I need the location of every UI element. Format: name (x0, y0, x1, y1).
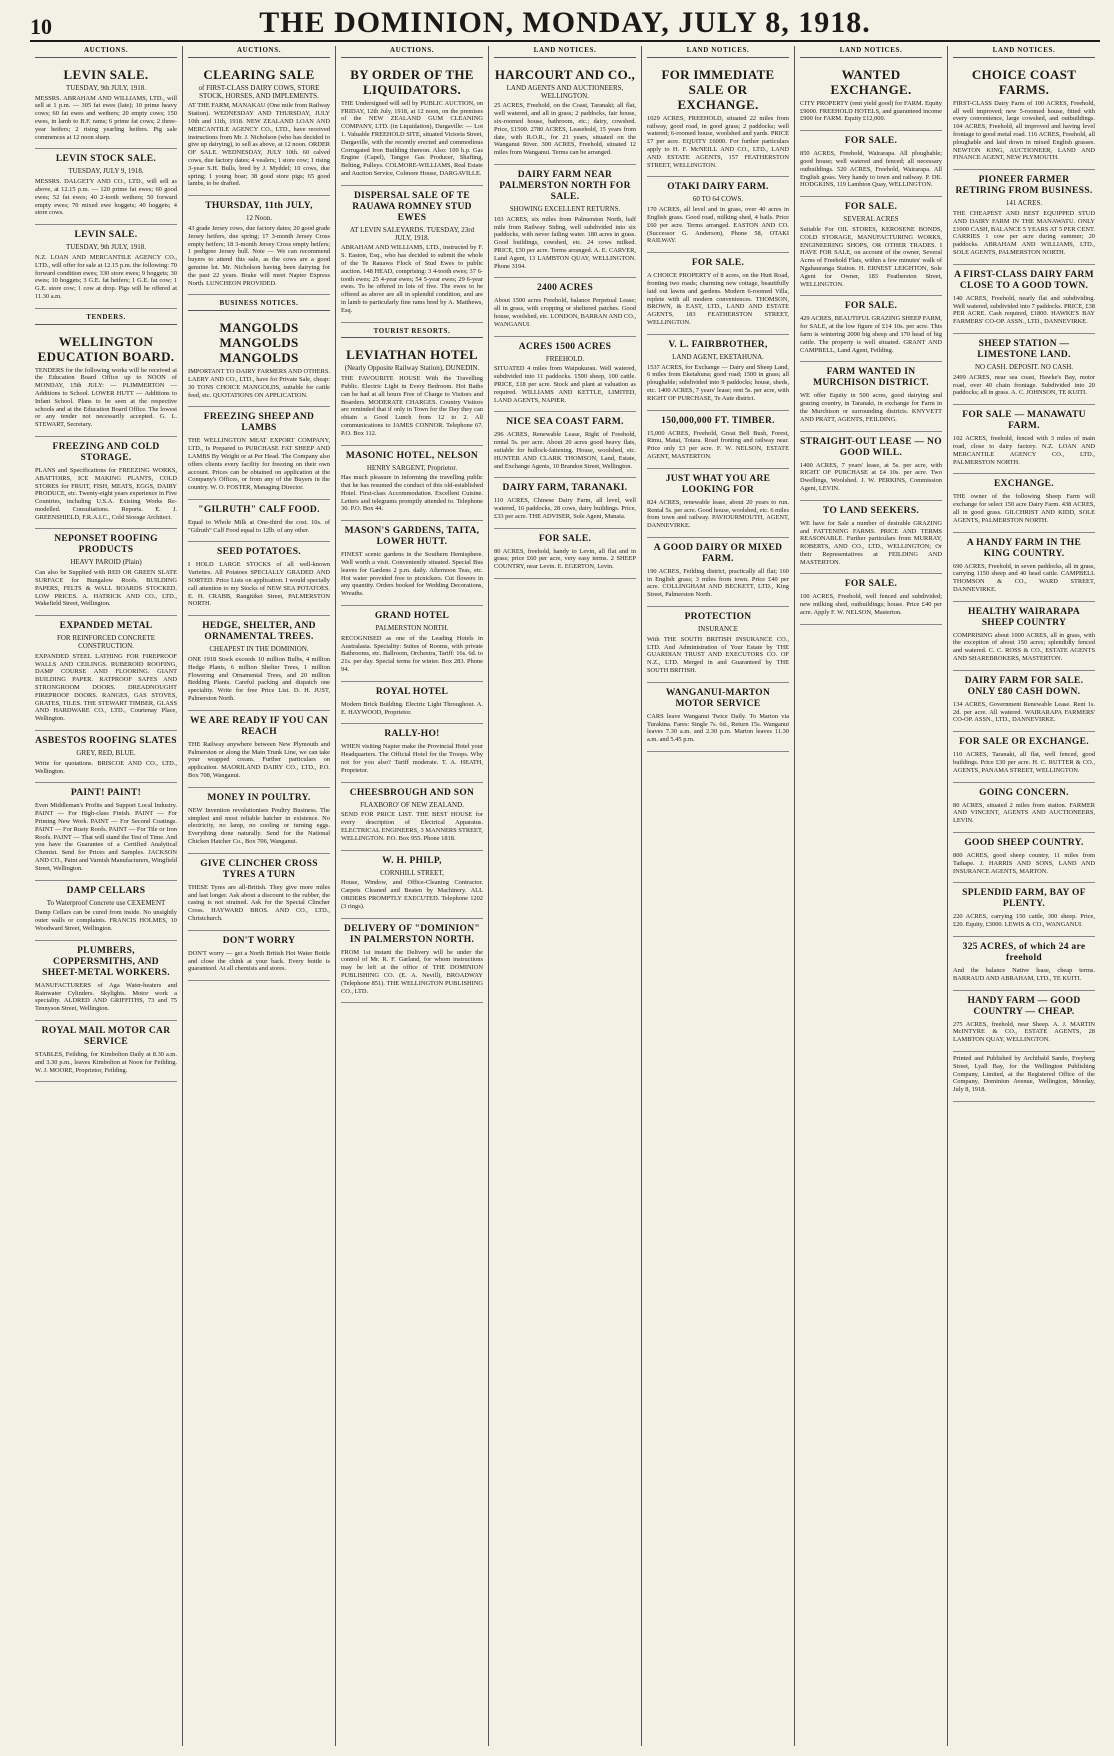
ad-subheading: AT LEVIN SALEYARDS. TUESDAY, 23rd JULY, 1918. (349, 225, 475, 242)
advertisement (35, 881, 177, 941)
ad-body: THE FAVOURITE HOUSE With the Travelling Public. Electric Light in Every Bedroom. Hot Baths can be had at all hours Free of Charge to Visitors and Boarders. MODERATE CHARGES. Country Visitors are reminded that if only in Town for the Day they can obtain a Good Lunch from 12 to 2. All communications to JAMES CONNOR. Telephone 67. P.O. Box 112. (341, 375, 483, 437)
ad-body: CARS leave Wanganui Twice Daily. To Marton via Turakina. Fares: Single 7s. 6d., Return 15s. Wanganui leaves 7.30 a.m. and 2.30 p.m. Marton leaves 11.30 a.m. and 5.45 p.m. (647, 712, 789, 744)
ad-heading: LEVIATHAN HOTEL (346, 347, 478, 363)
advertisement (188, 616, 330, 711)
ad-heading: WANTED EXCHANGE. (830, 66, 912, 97)
ad-body: 134 ACRES, Government Renewable Lease. Rent 1s. 2d. per acre. All watered. WAIRARAPA FARMERS' CO-OP. ASSN., LTD., DANNEVIRKE. (953, 700, 1095, 724)
ad-body: 43 grade Jersey cows, due factory dates; 20 good grade Jersey heifers, due spring; 17 3-month Jersey Cross empty heifers; 18 3-month Jersey Cross empty heifers; 1 pedigree Jersey bull. Note — We can recommend buyers to attend this sale, as the cows are a good genuine lot. Mr. Nicholson having been dairying for the past 22 years. Brake will meet Napier Express North. LUNCHEON PROVIDED. (188, 224, 330, 287)
ad-body: Has much pleasure in informing the travelling public that he has resumed the conduct of this old-established Hotel. First-class Accommodation. Excellent Cuisine. Letters and telegrams promptly attended to. Telephone 30. P.O. Box 44. (341, 474, 483, 513)
ad-subheading: 60 TO 64 COWS. (692, 195, 744, 204)
advertisement (188, 500, 330, 543)
ad-body: Write for quotations. BRISCOE AND CO., LTD., Wellington. (35, 759, 177, 775)
ad-heading: SPLENDID FARM, BAY OF PLENTY. (962, 888, 1086, 910)
ad-body: 296 ACRES, Renewable Lease, Right of Freehold, rental 5s. per acre. About 20 acres good heavy flats, suitable for bullock-fattening. House, woolshed, etc. HUNTER AND CLARK THOMSON, Land, Estate, and Exchange Agents, 10 Brandon Street, Wellington. (494, 431, 636, 470)
ad-heading: RALLY-HO! (384, 729, 440, 740)
ad-heading: SEED POTATOES. (217, 547, 301, 558)
ad-heading: ASBESTOS ROOFING SLATES (35, 736, 177, 747)
ad-body: 690 ACRES, Freehold, in seven paddocks, all in grass, carrying 1150 sheep and 40 head cattle. CAMPBELL THOMSON & CO., WARD STREET, DANNEVIRKE. (953, 562, 1095, 593)
ad-heading: PROTECTION (684, 612, 752, 623)
ad-heading: FOR SALE. (538, 533, 592, 544)
ad-body: THE Railway anywhere between New Plymouth and Palmerston or along the Main Trunk Line, we can take your wrapped cream. Further particulars on application. MAORILAND DAIRY CO., LTD., P.O. Box 708, Wanganui. (188, 740, 330, 780)
ad-subheading: SEVERAL ACRES (843, 215, 899, 224)
advertisement (494, 278, 636, 336)
ad-body: ABRAHAM AND WILLIAMS, LTD., instructed by F. S. Easton, Esq., who has decided to submit the whole of the Te Rauawa Flock of Stud Ewes to public auction. 148 HEAD, comprising: 3 4-tooth ewes; 37 6-tooth ewes; 25 4-year ewes; 54 5-year ewes; 29 6-year ewes. To be offered in lots of five. The ewes to be offered as above are all in splendid condition, and are in lamb to particularly fine rams bred by A. Matthews, Esq. (341, 244, 483, 314)
ad-body: 110 ACRES, Taranaki, all flat, well fenced, good buildings. Price £30 per acre. H. C. RUTTER & CO., AGENTS, PANAMA STREET, WELLINGTON. (953, 751, 1095, 774)
ad-heading: FOR SALE. (844, 202, 898, 213)
advertisement (35, 1021, 177, 1082)
ad-subheading: HEAVY PAROID (Plain) (70, 558, 142, 567)
advertisement (953, 405, 1095, 474)
advertisement (35, 941, 177, 1021)
advertisement (341, 606, 483, 682)
ad-body: Can also be Supplied with RED OR GREEN SLATE SURFACE for Bungalow Roofs. BUILDING PAPERS, FELTS & WALL BOARDS STOCKED. LOW PRICES. A. HATRICK AND CO., LTD., Wakefield Street, Wellington. (35, 569, 177, 608)
advertisement (494, 62, 636, 165)
advertisement (953, 170, 1095, 265)
advertisement (35, 529, 177, 616)
ad-body: EXPANDED STEEL LATHING FOR FIREPROOF WALLS AND CEILINGS. RUBEROID ROOFING, DAMP COURSE AND FLOORING. GIANT BUILDING PAPER. RATPROOF SAFES AND STRONGROOM DOORS. DREADNOUGHT FIREPROOF DOORS. RANGES, GAS STOVES, GRATES, TILES. THE STEWART TIMBER, GLASS AND HARDWARE CO., LTD., Courtenay Place, Wellington. (35, 652, 177, 723)
advertisement (341, 682, 483, 725)
ad-body: WHEN visiting Napier make the Provincial Hotel your Headquarters. The Official Hotel for the Troops. Why not for you also? Tariff moderate. T. A. HEATH, Proprietor. (341, 743, 483, 774)
column-heading: LAND NOTICES. (953, 46, 1095, 58)
ad-heading: MASONIC HOTEL, NELSON (345, 450, 479, 461)
ad-body: 140 ACRES, Freehold, nearly flat and subdividing. Well watered, subdivided into 7 paddocks. PRICE, £38 PER ACRE. Cash required, £1800. HAWKE'S BAY FARMERS' CO-OP. ASSN., LTD., DANNEVIRKE. (953, 294, 1095, 326)
ad-body: CITY PROPERTY (rent yield good) for FARM. Equity £9000. FREEHOLD HOTELS, and guaranteed income £900 for FARM. Equity £12,000. (800, 99, 942, 123)
column-heading: LAND NOTICES. (800, 46, 942, 58)
column-4 (489, 46, 642, 1746)
ad-heading: WANGANUI-MARTON MOTOR SERVICE (665, 687, 771, 709)
ad-heading: MASON'S GARDENS, TAITA, LOWER HUTT. (344, 526, 480, 548)
ad-heading: GOING CONCERN. (979, 787, 1069, 798)
ad-heading: HEALTHY WAIRARAPA SHEEP COUNTRY (968, 606, 1080, 628)
ad-body: STABLES, Feilding, for Kimbolton Daily at 8.30 a.m. and 3.30 p.m., leaves Kimbolton at Noon for Feilding. W. J. MOORE, Proprietor, Feilding. (35, 1050, 177, 1074)
ad-body: House, Window, and Office-Cleaning Contractor. Carpets Cleaned and Beaten by Machinery. ALL ORDERS PROMPTLY EXECUTED. Telephone 1202 (3 rings). (341, 879, 483, 910)
ad-body: THE Undersigned will sell by PUBLIC AUCTION, on FRIDAY, 12th July, 1918, at 12 noon, on the premises of the NEW ZEALAND GUM CLEANING COMPANY, LTD. (in Liquidation), Dargaville: — Lot 1. Valuable FREEHOLD SITE, situated Victoria Street, Dargaville, with the recently erected and commodious Corrugated Iron Building thereon. Also: 100 h.p. Gas Engine (Capel), Tangye Gas Producer, Shafting, Belting, Pulleys. COLMORE-WILLIAMS, Real Estate and Auction Service, Colmore House, DARGAVILLE. (341, 99, 483, 177)
ad-body: MANUFACTURERS of Aga Water-heaters and Rainwater Cylinders. Skylights. Motor work a speciality. ALDRED AND GRIFFITHS, 73 and 75 Tennyson Street, Wellington. (35, 981, 177, 1013)
ad-subheading: LAND AGENT, EKETAHUNA. (672, 352, 764, 361)
column-heading: LAND NOTICES. (494, 46, 636, 58)
ad-heading: ROYAL HOTEL (375, 686, 449, 697)
ad-body: SEND FOR PRICE LIST. THE BEST HOUSE for every description of Electrical Apparatus. ELECTRICAL ENGINEERS, 3 MANNERS STREET, WELLINGTON. P.O. Box 955. Phone 1818. (341, 811, 483, 842)
advertisement (35, 149, 177, 225)
ad-body: 15,000 ACRES, Freehold, Great Bell Bush, Forest, Rimu, Matai, Totara. Road fronting and railway near. Price only £3 per acre. F. W. NELSON, ESTATE AGENT, MASTERTON. (647, 429, 789, 460)
ad-body: 1400 ACRES, 7 years' lease, at 5s. per acre, with RIGHT OF PURCHASE at £4 10s. per acre. Two Dwellings, Woolshed. J. W. PERKINS, Commission Agent, LEVIN. (800, 461, 942, 492)
ad-body: Damp Cellars can be cured from inside. No unsightly outer walls or complaints. FRANCIS HOLMES, 10 Woodward Street, Wellington. (35, 909, 177, 932)
ad-heading: FOR SALE. (691, 258, 745, 269)
advertisement (800, 362, 942, 431)
advertisement (494, 412, 636, 478)
ad-heading: CHOICE COAST FARMS. (971, 66, 1077, 97)
ad-subheading: FLAXBORO' OF NEW ZEALAND. (360, 800, 464, 809)
ad-body: 102 ACRES, freehold, fenced with 3 miles of main road, close to dairy factory. N.Z. LOAN AND MERCANTILE AGENCY CO., LTD., PALMERSTON NORTH. (953, 435, 1095, 466)
ad-subheading: 141 ACRES. (1005, 199, 1043, 208)
ad-heading: DON'T WORRY (222, 935, 296, 946)
advertisement (647, 177, 789, 253)
advertisement (953, 937, 1095, 991)
advertisement (494, 529, 636, 579)
advertisement (647, 62, 789, 178)
advertisement (647, 253, 789, 335)
advertisement (35, 616, 177, 731)
advertisement (35, 731, 177, 783)
advertisement (341, 851, 483, 919)
advertisement (494, 478, 636, 528)
ad-body: MESSRS. ABRAHAM AND WILLIAMS, LTD., will sell at 1 p.m. — 305 fat ewes (late); 10 prime heavy cows; 60 fat ewes and wethers; 20 empty cows; 150 ewes, in lamb to B.F. rams; 6 prime fat cows; 2 three-year heifers; 2 rising yearling heifers. Pig sale commences at 12 noon sharp. (35, 94, 177, 141)
ad-body: FIRST-CLASS Dairy Farm of 100 ACRES, Freehold, all well improved; new 5-roomed house, fitted with every convenience, large cowshed, and outbuildings. 104 ACRES, Freehold, all improved and having level frontage to good metal road. 116 ACRES, Freehold, all ploughable and laid down in mixed English grasses. NEWTON KING, AUCTIONEER, LAND AND FINANCE AGENT, NEW PLYMOUTH. (953, 99, 1095, 162)
section-heading: BUSINESS NOTICES. (188, 299, 330, 311)
ad-body: 1029 ACRES, FREEHOLD, situated 22 miles from railway, good road, in good grass; 2 paddocks; well watered; 6-roomed house, woolshed and yards. PRICE £7 per acre. EQUITY £6000. For further particulars apply to H. F. McNEILL AND CO., LTD., LAND AND ESTATE AGENTS, 157 FEATHERSTON STREET, WELLINGTON. (647, 114, 789, 169)
advertisement (647, 683, 789, 752)
column-1 (30, 46, 183, 1746)
ad-heading: DAIRY FARM FOR SALE. ONLY £80 CASH DOWN. (964, 675, 1084, 697)
advertisement (341, 521, 483, 606)
ad-heading: EXCHANGE. (994, 479, 1054, 490)
advertisement (35, 329, 177, 437)
ad-heading: "GILRUTH" CALF FOOD. (198, 504, 320, 515)
advertisement (35, 62, 177, 150)
ad-body: 429 ACRES, BEAUTIFUL GRAZING SHEEP FARM, for SALE, at the low figure of £14 10s. per acre. This farm is wintering 2000 big sheep and 170 head of big cattle. The property is well situated. GRANT AND CAMPBELL, Land Agent, Feilding. (800, 315, 942, 354)
ad-body: COMPRISING about 1000 ACRES, all in grass, with the exception of about 150 acres; splendidly fenced and watered. C. C. ROSS & CO., ESTATE AGENTS AND SHAREBROKERS, MASTERTON. (953, 631, 1095, 663)
advertisement (188, 196, 330, 295)
ad-subheading: To Waterproof Concrete use CEXEMENT (46, 898, 166, 907)
column-heading: LAND NOTICES. (647, 46, 789, 58)
ad-body: 850 ACRES, Freehold, Wairarapa. All ploughable; good house; well watered and fenced; all necessary outbuildings. 520 ACRES, Freehold, Wairarapa. All English grass. Very handy to town and railway. P. DE. HODGKINS, 119 Lambton Quay, WELLINGTON. (800, 150, 942, 189)
ad-heading: A FIRST-CLASS DAIRY FARM CLOSE TO A GOOD TOWN. (954, 269, 1094, 291)
ad-heading: FARM WANTED IN MURCHISON DISTRICT. (813, 367, 929, 389)
ad-body: NEW Invention revolutionises Poultry Business. The simplest and most reliable hatcher in existence. No electricity, no lamp, no cooling or turning eggs. Everything done naturally. Send for the National Chicken Hatcher Co., Box 706, Wanganui. (188, 806, 330, 846)
ad-heading: GIVE CLINCHER CROSS TYRES A TURN (200, 858, 318, 880)
advertisement (647, 538, 789, 607)
ad-body: 170 ACRES, all level and in grass, over 40 acres in English grass. Good road, milking shed, 4 bails. Price £60 per acre. Terms arranged. EASTON AND CO. (Successor G. Anderson), Phone 58, OTAKI RAILWAY. (647, 206, 789, 245)
advertisement (494, 165, 636, 278)
ad-body: TENDERS for the following works will be received at the Education Board Office up to NOON of MONDAY, 15th JULY: — PLIMMERTON — Additions to School. LOWER HUTT — Additions to Infant School. Plans to be seen at the respective schools and at the Education Board Office. The lowest or any tender not necessarily accepted. G. L. STEWART, Secretary. (35, 366, 177, 429)
advertisement (953, 1052, 1095, 1102)
ad-body: PLANS and Specifications for FREEZING WORKS, ABATTOIRS, ICE MAKING PLANTS, COLD STORES for FRUIT, FISH, MEATS, EGGS, DAIRY PRODUCE, etc. Twenty-eight years experience in Five Countries, including U.S.A. Existing Works Re-modelled. Consultations. Reports. E. J. GREENSHIELD, F.R.A.I.C., Cold Storage Architect. (35, 466, 177, 521)
ad-heading: ACRES 1500 ACRES (518, 341, 612, 352)
ad-heading: LEVIN STOCK SALE. (55, 154, 157, 165)
ad-heading: HARCOURT AND CO., (494, 66, 636, 82)
advertisement (341, 783, 483, 851)
ad-body: 220 ACRES, carrying 150 cattle, 300 sheep. Price, £20. Equity, £3000. LEWIS & CO., WANGANUI. (953, 913, 1095, 929)
ad-heading: CHEESBROUGH AND SON (349, 787, 475, 798)
section-heading: TENDERS. (35, 313, 177, 325)
ad-body: 100 ACRES, Freehold, well fenced and subdivided; new milking shed, outbuildings; house. Price £40 per acre. Apply F. W. NELSON, Masterton. (800, 593, 942, 617)
column-heading: AUCTIONS. (188, 46, 330, 58)
advertisement (188, 788, 330, 854)
ad-body: Equal to Whole Milk at One-third the cost. 10s. of "Gilruth" Calf Food equal to 12lb. of any other. (188, 518, 330, 534)
advertisement (188, 711, 330, 788)
ad-subheading: 12 Noon. (245, 214, 273, 223)
ad-body: 110 ACRES, Chinese Dairy Farm, all level, well watered, 16 paddocks, 28 cows, dairy buildings. Price, £33 per acre. THE ADVISER, Sole Agent, Manaia. (494, 497, 636, 520)
ad-heading: 150,000,000 FT. TIMBER. (661, 415, 775, 426)
ad-body: About 1500 acres Freehold, balance Perpetual Lease; all in grass, with cropping or sheltered patches. Good house, woolshed, etc. LONDON, BARRAN AND CO., WANGANUI. (494, 297, 637, 328)
ad-heading: PLUMBERS, COPPERSMITHS, AND SHEET-METAL WORKERS. (42, 945, 170, 978)
ad-heading: FOR SALE — MANAWATU FARM. (962, 410, 1086, 432)
ad-heading: NEPONSET ROOFING PRODUCTS (54, 534, 158, 556)
advertisement (188, 854, 330, 931)
ad-body: THE owner of the following Sheep Farm will exchange for select 150 acre Dairy Farm. 438 ACRES, all in good grass. GILCHRIST AND KIDD, SOLE AGENTS, PALMERSTON NORTH. (953, 493, 1095, 524)
ad-body: 80 ACRES, freehold, handy to Levin, all flat and in grass; price £60 per acre, very easy terms. 2 SHEEP COUNTRY, near Levin. E. EGERTON, Levin. (494, 547, 636, 571)
ad-subheading: CHEAPEST IN THE DOMINION. (209, 645, 309, 654)
advertisement (341, 919, 483, 1004)
advertisement (341, 342, 483, 445)
advertisement (800, 197, 942, 296)
ad-body: Printed and Published by Archibald Sando, Freyberg Street, Lyall Bay, for the Wellington Publishing Company, Limited, at the Registered Office of the Company, Dominion Avenue, Wellington, Monday, July 8, 1918. (953, 1055, 1095, 1094)
ad-heading: ROYAL MAIL MOTOR CAR SERVICE (41, 1025, 171, 1047)
ad-heading: A GOOD DAIRY OR MIXED FARM. (653, 542, 783, 564)
advertisement (953, 265, 1095, 334)
advertisement (953, 474, 1095, 532)
ad-subheading: CORNHILL STREET, (380, 868, 444, 877)
ad-body: DON'T worry — get a North British Hot Water Bottle and close the chink at your back. Every bottle is guaranteed. At all chemists and stores. (188, 949, 330, 973)
ad-heading: MANGOLDS MANGOLDS MANGOLDS (219, 320, 299, 366)
ad-heading: DAMP CELLARS (66, 885, 146, 896)
advertisement (800, 574, 942, 624)
ad-body: 1537 ACRES, for Exchange — Dairy and Sheep Land, 6 miles from Eketahuna; good road; 1500 in grass; all ploughable; subdivided into 9 paddocks; house, sheds, etc. 1400 ACRES, 7 years' lease; rent 5s. per acre, with RIGHT OF PURCHASE, Te Aute district. (647, 363, 789, 402)
ad-body: THE CHEAPEST AND BEST EQUIPPED STUD AND DAIRY FARM IN THE MANAWATU. ONLY £1000 CASH, BALANCE 5 YEARS AT 5 PER CENT. CARRIES 1 cow per acre during summer; 20 paddocks. ABRAHAM AND WILLIAMS, LTD., SOLE AGENTS, PALMERSTON NORTH. (953, 209, 1095, 256)
ad-heading: FOR SALE. (844, 136, 898, 147)
ad-body: WE offer Equity in 500 acres, good dairying and grazing country, in Taranaki, in exchange for Farm in the Murchison or surrounding districts. KNYVETT AND PRATT, AGENTS, FEILDING. (800, 392, 942, 423)
advertisement (188, 62, 330, 196)
ad-heading: PIONEER FARMER RETIRING FROM BUSINESS. (955, 175, 1093, 197)
ad-body: N.Z. LOAN AND MERCANTILE AGENCY CO., LTD., will offer for sale at 12.15 p.m. the following: 70 forward condition ewes; 330 store ewes; 9 hoggets; 30 ewes; 10 hoggets; 3 G.E. fat heifers; 1 G.E. fat cow; 1 G.E. store cow; 1 cow at drop. Pigs will be offered at 11.30 a.m. (35, 253, 177, 300)
ad-body: 275 ACRES, freehold, near Sheep. A. J. MARTIN McINTYRE & CO., ESTATE AGENTS, 28 LAMBTON QUAY, WELLINGTON. (953, 1020, 1095, 1044)
advertisement (953, 783, 1095, 833)
ad-body: FINEST scenic gardens in the Southern Hemisphere. Well worth a visit. Conveniently situated. Special Bus leaves for Gardens 2 p.m. daily. Afternoon Teas, etc. Hot water provided free to picnickers. Cut flowers in any quantity. Orders booked for Wedding Decorations, Wreaths. (341, 551, 483, 598)
ad-subheading: FOR REINFORCED CONCRETE CONSTRUCTION. (56, 634, 155, 651)
column-7 (948, 46, 1100, 1746)
ad-heading: FOR SALE. (844, 579, 898, 590)
column-6 (795, 46, 948, 1746)
ad-heading: OTAKI DAIRY FARM. (667, 182, 769, 193)
advertisement (35, 437, 177, 530)
ad-subheading: HENRY SARGENT, Proprietor. (366, 463, 458, 472)
advertisement (647, 469, 789, 538)
advertisement (341, 724, 483, 782)
ad-heading: STRAIGHT-OUT LEASE — NO GOOD WILL. (800, 436, 942, 458)
advertisement (800, 296, 942, 362)
ad-subheading: LAND AGENTS AND AUCTIONEERS, WELLINGTON. (506, 83, 624, 100)
ad-heading: PAINT! PAINT! (70, 788, 142, 799)
ad-subheading: TUESDAY, 9th JULY, 1918. (65, 83, 147, 92)
ad-heading: BY ORDER OF THE LIQUIDATORS. (350, 66, 474, 97)
ad-body: Even Middleman's Profits and Support Local Industry. PAINT — For High-class Finish. PAINT — For Priming New Work. PAINT — For Second Coatings. PAINT — For Rusty Roofs. PAINT — For Tile or Iron Roofs. PAINT — That will stand the Test of Time. And you have the Guarantee of a Certified Analytical Chemist. Send for Prices and Samples. JACKSON AND CO., Paint and Varnish Manufacturers, Wingfield Street, Wellington. (35, 802, 177, 872)
ad-heading: FOR SALE. (844, 301, 898, 312)
ad-body: 25 ACRES, Freehold, on the Coast, Taranaki; all flat, well watered, and all in grass; 2 paddocks, fair house, six-roomed house, bathroom, etc.; dairy, cowshed. Price, £1500. 2780 ACRES, Leasehold, 15 years from date, with R.O.R., for 21 years, situated on the Wanganui River. 300 ACRES, Freehold, situated 12 miles from Wanganui. Terms can be arranged. (494, 102, 636, 157)
advertisement (953, 334, 1095, 405)
ad-body: Modern Brick Building. Electric Light Throughout. A. E. HAYWOOD, Proprietor. (341, 700, 483, 716)
ad-body: 824 ACRES, renewable lease, about 20 years to run. Rental 5s. per acre. Good house, woolshed, etc. 6 miles from town and railway. PAVIOURMOUTH, AGENT, DANNEVIRKE. (647, 498, 789, 530)
ad-heading: 2400 ACRES (536, 283, 594, 294)
ad-heading: W. H. PHILP, (382, 855, 442, 866)
advertisement (341, 62, 483, 186)
ad-heading: SHEEP STATION — LIMESTONE LAND. (977, 338, 1071, 360)
ad-heading: THURSDAY, 11th JULY, (205, 201, 313, 212)
ad-subheading: (Nearly Opposite Railway Station), DUNEDIN. (344, 364, 480, 373)
ad-heading: DAIRY FARM, TARANAKI. (502, 483, 628, 494)
ad-heading: LEVIN SALE. (63, 66, 149, 82)
advertisement (953, 732, 1095, 782)
ad-subheading: NO CASH. DEPOSIT. NO CASH. (974, 362, 1074, 371)
ad-heading: HANDY FARM — GOOD COUNTRY — CHEAP. (967, 995, 1081, 1017)
advertisement (800, 501, 942, 575)
column-5 (642, 46, 795, 1746)
column-heading: AUCTIONS. (341, 46, 483, 58)
page-number: 10 (30, 14, 52, 39)
ad-body: RECOGNISED as one of the Leading Hotels in Australasia. Speciality: Suites of Rooms, with private Bathrooms, etc. Ballroom, Orchestra, Tariff: 16s. 6d. to 21s. per day. Special terms for winter. Box 283. Phone 94. (341, 634, 483, 674)
ad-body: IMPORTANT TO DAIRY FARMERS AND OTHERS. LAERY AND CO., LTD., have for Private Sale, cheap: 30 TONS CHOICE MANGOLDS, suitable for cattle feed, etc. QUOTATIONS ON APPLICATION. (188, 368, 330, 399)
ad-heading: CLEARING SALE (203, 66, 315, 82)
ad-subheading: GREY, RED, BLUE. (76, 749, 136, 758)
ad-heading: HEDGE, SHELTER, AND ORNAMENTAL TREES. (202, 621, 316, 643)
ad-body: THE WELLINGTON MEAT EXPORT COMPANY, LTD., Is Prepared to PURCHASE FAT SHEEP AND LAMBS By Weight or at Per Head. The Company also offers clients every facility for freezing on their own account. Prices can be obtained on application at the Company's Offices, or from any of the Buyers in the country. W. O. FOSTER, Managing Director. (188, 437, 330, 492)
masthead (30, 6, 1100, 42)
ad-body: 103 ACRES, six miles from Palmerston North, half mile from Railway Siding, well subdivided into six paddocks, with never failing water. 180 acres in grass. Good buildings, cowshed, etc. 24 cows milked. PRICE, £30 per acre. Terms arranged. A. E. CARVER, Land Agent, 13 LAMBTON QUAY, WELLINGTON. Phone 3194. (494, 215, 636, 270)
ad-heading: A HANDY FARM IN THE KING COUNTRY. (966, 537, 1082, 559)
ad-body: 800 ACRES, good sheep country, 11 miles from Taihape. J. HARRIS AND SONS, LAND AND INSURANCE AGENTS, MARTON. (953, 852, 1095, 875)
ad-subheading: TUESDAY, 9th JULY, 1918. (65, 243, 147, 252)
ad-body: FROM 1st instant the Delivery will be under the control of Mr. R. F. Garland, for whom instructions may be left at the office of THE DOMINION PUBLISHING CO. (E. A. Nevill), BROADWAY (Telephone 851). THE WELLINGTON PUBLISHING CO., LTD. (341, 948, 483, 995)
ad-subheading: INSURANCE (697, 625, 739, 634)
ad-body: 2499 ACRES, near sea coast, Hawke's Bay, motor road, over 40 chain frontage. Subdivided into 20 paddocks; all in grass. A. C. JOHNSON, TE KUITI. (953, 373, 1095, 397)
advertisement (188, 931, 330, 981)
ad-heading: GOOD SHEEP COUNTRY. (964, 838, 1084, 849)
ad-body: And the balance Native lease, cheap terms. BARRAUD AND ABRAHAM, LTD., TE KUITI. (953, 967, 1095, 982)
ad-body: ONE 1918 Stock exceeds 10 million Bulbs, 4 million Hedge Plants, 6 million Shelter Trees, 1 million Flowering and Ornamental Trees, and 20 million Bedding Plants. Careful packing and dispatch one speciality. Write for free Price List. D. H. JUST, Palmerston North. (188, 656, 330, 703)
advertisement (800, 131, 942, 197)
ad-body: THESE Tyres are all-British. They give more miles and last longer. Ask about a discount to the rubber, the casing is not strained. Ask for the Special Clincher Cross. HAYWARD BROS. AND CO., LTD., Christchurch. (188, 883, 330, 922)
ad-heading: FOR IMMEDIATE SALE OR EXCHANGE. (661, 66, 775, 112)
advertisement (35, 783, 177, 880)
ad-heading: DISPERSAL SALE OF TE RAUAWA ROMNEY STUD EWES (352, 190, 472, 223)
ad-body: AT THE FARM, MANAKAU (One mile from Railway Station). WEDNESDAY AND THURSDAY, JULY 10th and 11th, 1918. NEW ZEALAND LOAN AND MERCANTILE AGENCY CO., LTD., have received instructions from Mr. J. Nicholson (who has decided to give up dairying), to sell as above, at 12 noon. ORDER OF SALE. WEDNESDAY, JULY 10th. 60 calved cows, due factory dates; 4 vealers; 1 store cow; 1 rising 3-year S.H. Bulls, bred by J. Myddel; 10 cows, due spring; 1 young boar; 38 good store pigs; 65 good lambs, to be drafted. (188, 102, 330, 188)
ad-body: SITUATED 4 miles from Waipukurau. Well watered, subdivided into 11 paddocks. 1500 sheep, 100 cattle. PRICE, £18 per acre. Stock and plant at valuation as required. WILLIAMS AND KETTLE, LIMITED, LAND AGENTS, NAPIER. (494, 365, 636, 404)
ad-heading: FOR SALE OR EXCHANGE. (959, 737, 1089, 748)
advertisement (953, 533, 1095, 602)
columns-container (30, 46, 1100, 1746)
advertisement (188, 315, 330, 407)
ad-heading: WELLINGTON EDUCATION BOARD. (37, 333, 175, 364)
column-3 (336, 46, 489, 1746)
ad-subheading: PALMERSTON NORTH. (375, 624, 449, 633)
ad-heading: JUST WHAT YOU ARE LOOKING FOR (665, 473, 771, 495)
advertisement (647, 607, 789, 683)
ad-heading: FREEZING SHEEP AND LAMBS (203, 412, 315, 434)
ad-body: MESSRS. DALGETY AND CO., LTD., will sell as above, at 12.15 p.m. — 120 prime fat ewes; 60 good ewes; 52 fat ewes; 40 2-tooth wethers; 50 forward empty ewes; 70 mixed ewe hoggets; 40 hoggets; 4 store cows. (35, 178, 177, 217)
ad-heading: MONEY IN POULTRY. (207, 792, 311, 803)
ad-body: WE have for Sale a number of desirable GRAZING and FATTENING FARMS. PRICE AND TERMS REASONABLE. Further particulars from MURRAY, ROBERTS, AND CO., LTD., WELLINGTON; Or their Representatives at FEILDING AND MASTERTON. (800, 519, 942, 566)
advertisement (647, 411, 789, 469)
ad-heading: V. L. FAIRBROTHER, (668, 339, 768, 350)
ad-heading: DAIRY FARM NEAR PALMERSTON NORTH FOR SALE. (499, 169, 631, 202)
advertisement (188, 407, 330, 500)
newspaper-title: THE DOMINION, MONDAY, JULY 8, 1918. (259, 6, 871, 39)
advertisement (800, 62, 942, 131)
ad-heading: DELIVERY OF "DOMINION" IN PALMERSTON NORTH. (344, 923, 480, 945)
ad-body: I HOLD LARGE STOCKS of all well-known Varieties. All Potatoes SPECIALLY GRADED AND SORTED. Price Lists on application. I would specially call attention to my Stocks of NEW SEA POTATOES. E. H. CRABB, Rangitikei Street, PALMERSTON NORTH. (188, 561, 330, 608)
section-heading: TOURIST RESORTS. (341, 327, 483, 339)
advertisement (953, 883, 1095, 937)
ad-body: With THE SOUTH BRITISH INSURANCE CO., LTD. And Administration of Your Estate by THE GUARDIAN TRUST AND EXECUTORS CO. OF N.Z., LTD. Merged in and Guaranteed by THE SOUTH BRITISH. (647, 635, 789, 675)
ad-body: 190 ACRES, Feilding district, practically all flat; 160 in English grass; 3 miles from town. Price £40 per acre. COLLINGHAM AND BECKETT, LTD., King Street, Palmerston North. (647, 567, 789, 599)
ad-body: 80 ACRES, situated 2 miles from station. FARMER AND VINCENT, AGENTS AND AUCTIONEERS, LEVIN. (953, 801, 1095, 825)
ad-subheading: FREEHOLD. (545, 354, 585, 363)
advertisement (953, 671, 1095, 732)
column-2 (183, 46, 336, 1746)
ad-heading: 325 ACRES, of which 24 are freehold (962, 942, 1086, 964)
advertisement (953, 833, 1095, 883)
advertisement (953, 602, 1095, 671)
advertisement (341, 446, 483, 522)
ad-subheading: TUESDAY, JULY 9, 1918. (68, 167, 144, 176)
ad-heading: FREEZING AND COLD STORAGE. (52, 441, 160, 463)
advertisement (953, 991, 1095, 1052)
column-heading: AUCTIONS. (35, 46, 177, 58)
advertisement (494, 337, 636, 413)
ad-heading: LEVIN SALE. (74, 230, 138, 241)
advertisement (35, 225, 177, 309)
advertisement (647, 335, 789, 411)
advertisement (341, 186, 483, 323)
advertisement (188, 542, 330, 616)
advertisement (953, 62, 1095, 170)
ad-subheading: of FIRST-CLASS DAIRY COWS, STORE STOCK, HORSES, AND IMPLEMENTS. (198, 83, 320, 100)
ad-heading: TO LAND SEEKERS. (822, 505, 920, 516)
advertisement (800, 432, 942, 501)
ad-body: A CHOICE PROPERTY of 8 acres, on the Hutt Road, fronting two roads; charming new cottage, beautifully laid out lawns and gardens. Modern 6-roomed Villa, replete with all modern conveniences. THOMSON, BROWN, & EAST, LTD., LAND AND ESTATE AGENTS, 183 FEATHERSTON STREET, WELLINGTON. (647, 272, 789, 326)
ad-heading: WE ARE READY IF YOU CAN REACH (189, 715, 329, 737)
ad-subheading: SHOWING EXCELLENT RETURNS. (509, 204, 621, 213)
ad-heading: EXPANDED METAL (59, 621, 153, 632)
ad-heading: NICE SEA COAST FARM. (506, 417, 624, 428)
ad-body: Suitable For OIL STORES, KEROSENE BONDS, COLD STORAGE, MANUFACTURING WORKS, ENGINEERING SHOPS, OR OTHER TRADES. I HAVE FOR SALE, on account of the owner, Several Acres of Freehold Flats, within a few minutes' walk of Ngahauranga Station. H. ERNEST LEIGHTON, Sole Agent for Owner, 183 Featherston Street, WELLINGTON. (800, 225, 942, 288)
ad-heading: GRAND HOTEL (374, 611, 450, 622)
